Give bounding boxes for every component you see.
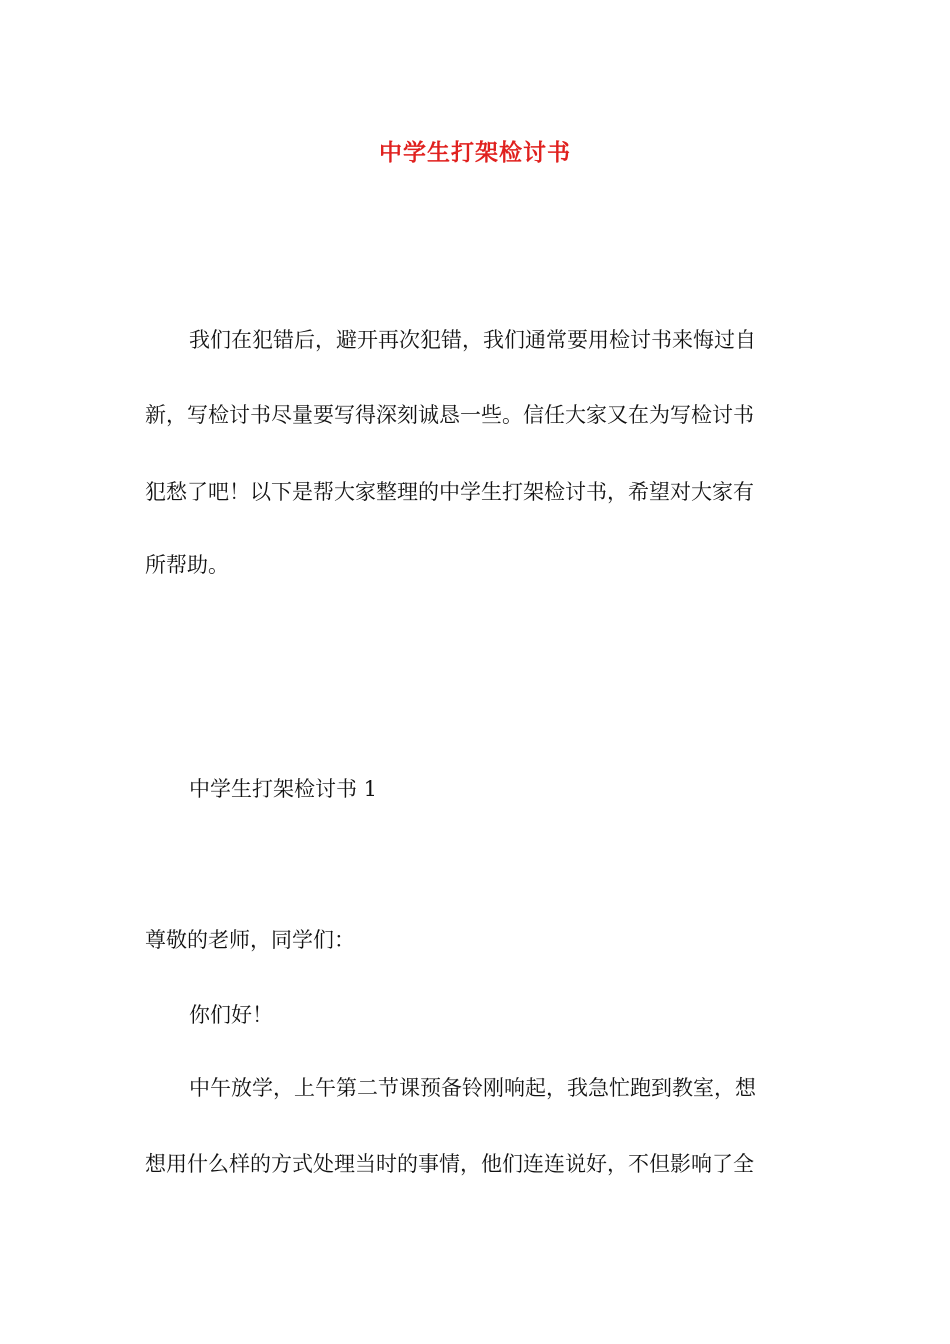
body-line-2: 想用什么样的方式处理当时的事情，他们连连说好，不但影响了全 — [145, 1152, 754, 1176]
intro-line-3: 犯愁了吧！以下是帮大家整理的中学生打架检讨书，希望对大家有 — [145, 480, 754, 504]
greeting: 你们好！ — [189, 1003, 273, 1027]
body-line-1: 中午放学，上午第二节课预备铃刚响起，我急忙跑到教室，想 — [189, 1076, 756, 1100]
document-title: 中学生打架检讨书 — [379, 139, 571, 166]
intro-line-2: 新，写检讨书尽量要写得深刻诚恳一些。信任大家又在为写检讨书 — [145, 403, 754, 427]
intro-line-1: 我们在犯错后，避开再次犯错，我们通常要用检讨书来悔过自 — [189, 328, 756, 352]
intro-line-4: 所帮助。 — [145, 553, 229, 577]
section-heading: 中学生打架检讨书 1 — [189, 777, 378, 801]
salutation: 尊敬的老师，同学们： — [145, 928, 355, 952]
